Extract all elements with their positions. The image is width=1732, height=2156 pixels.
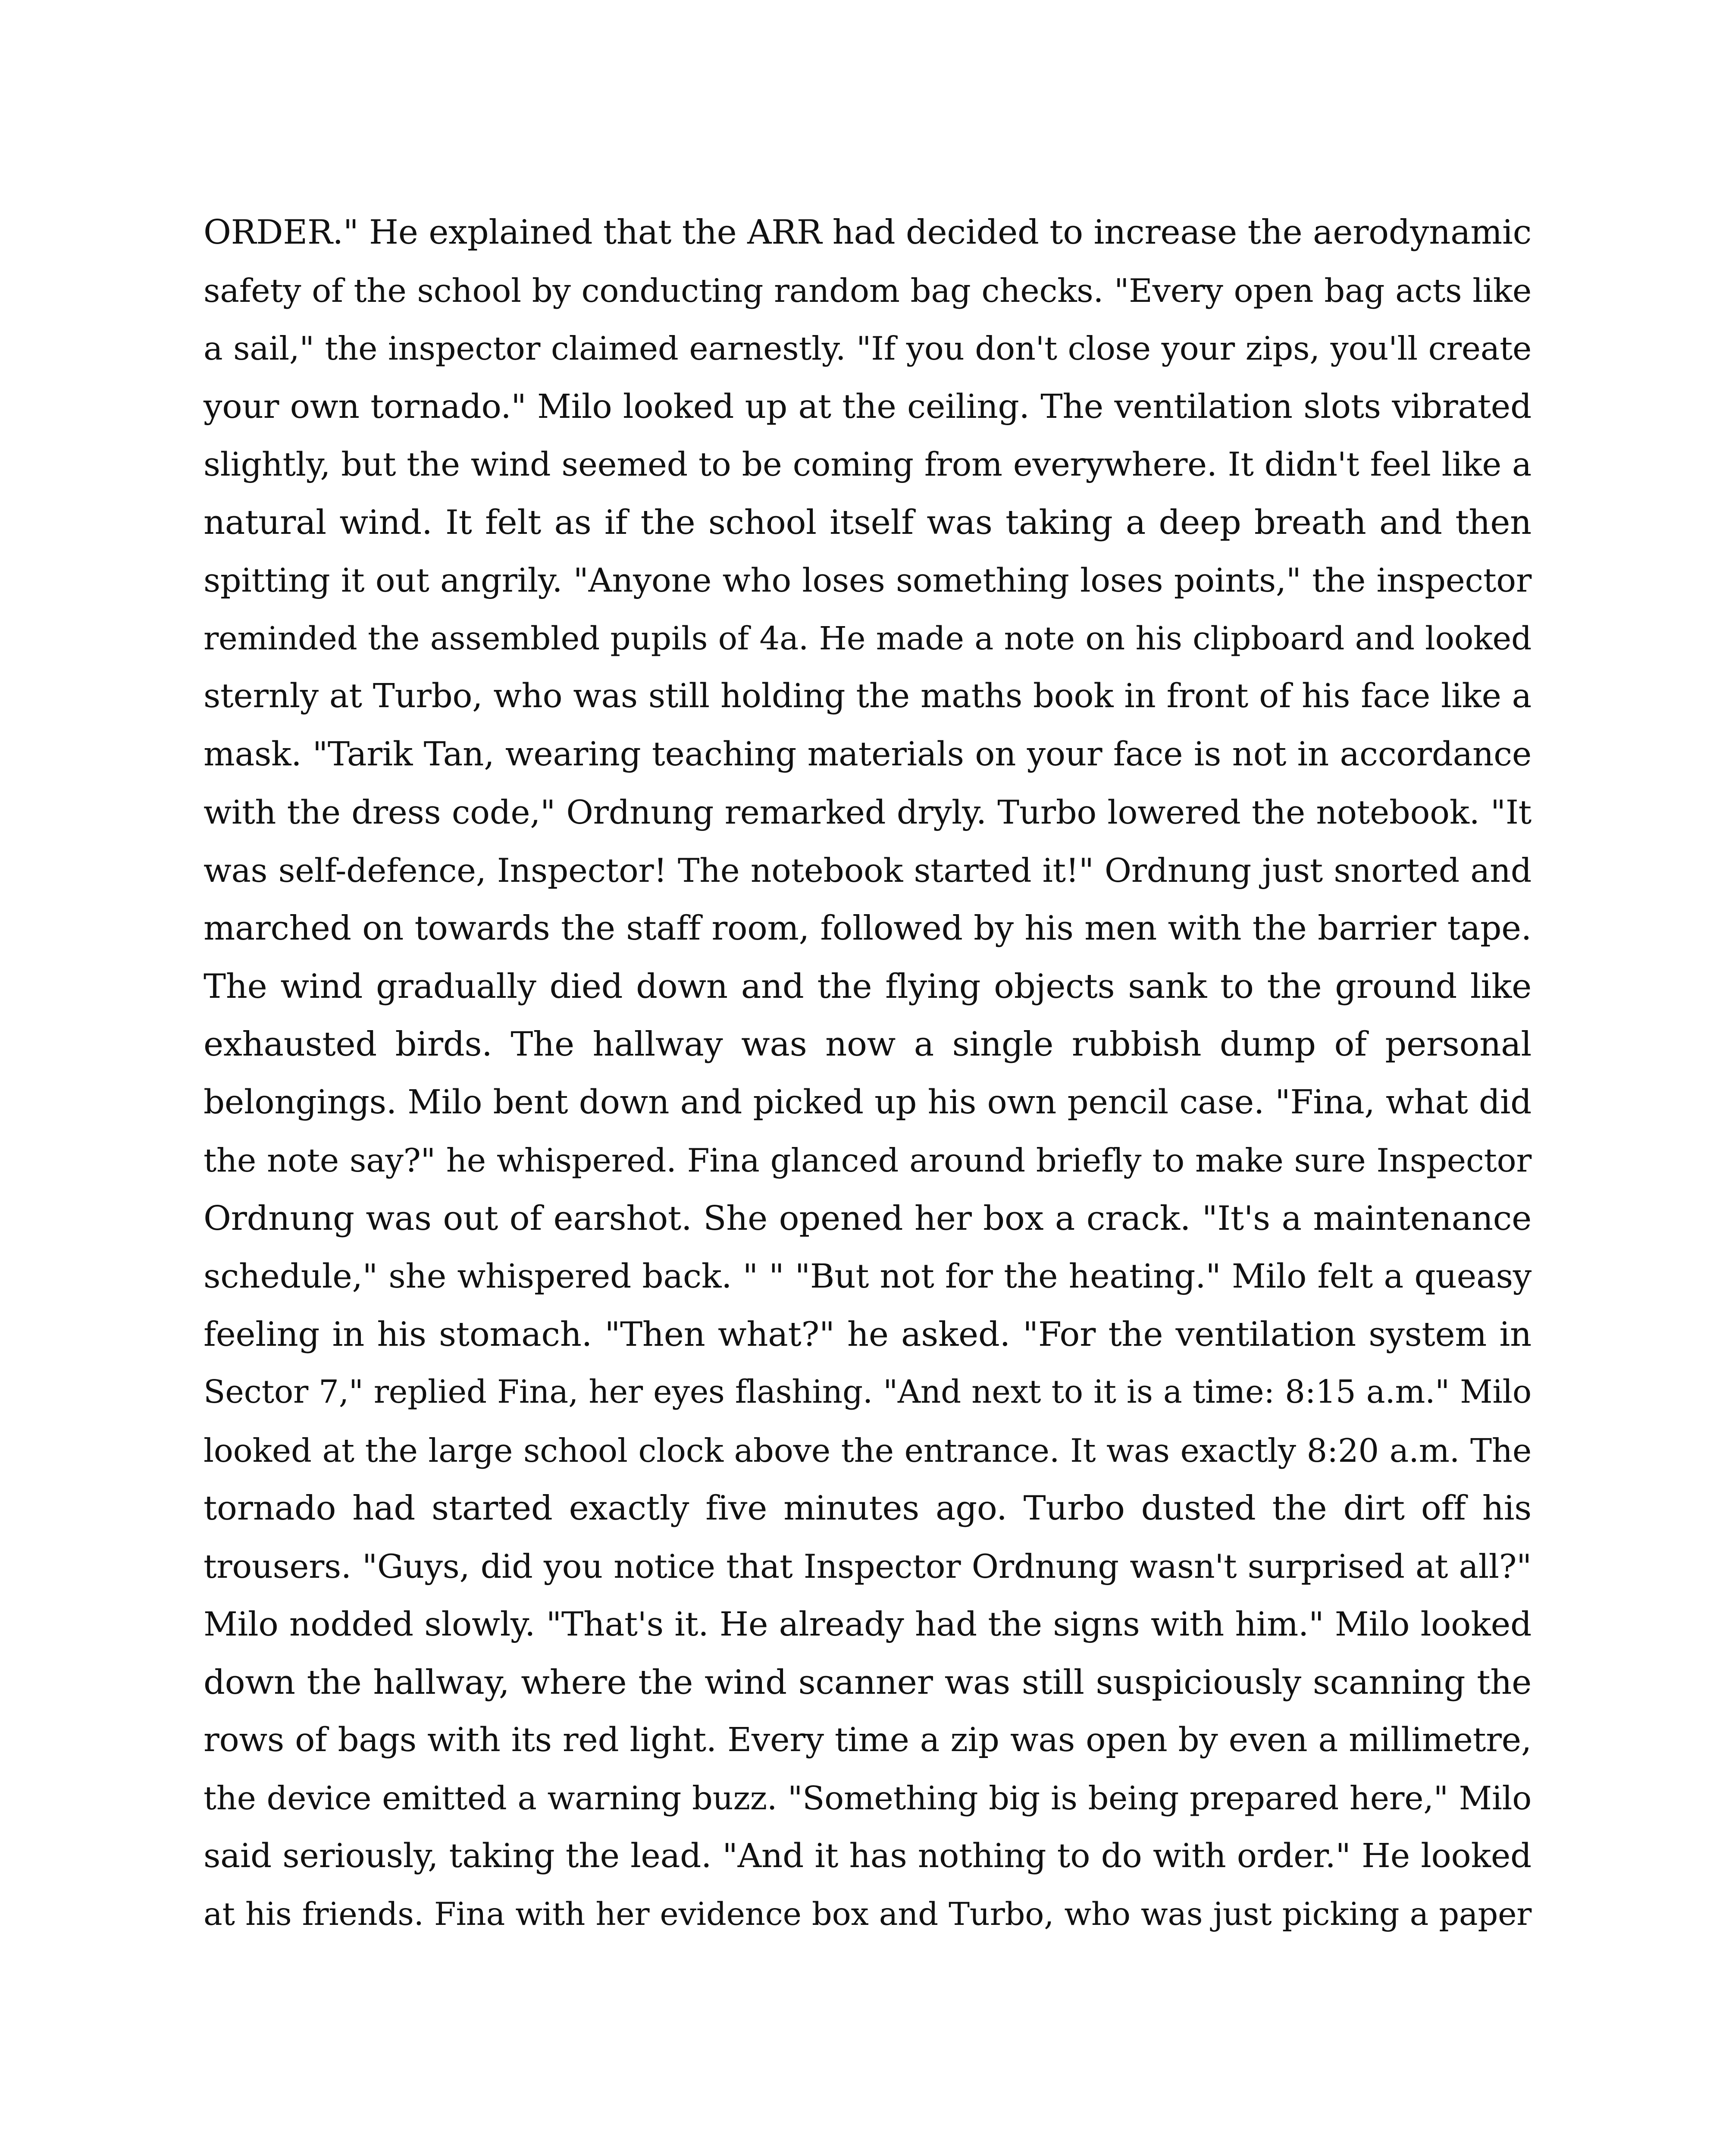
text-line: your own tornado." Milo looked up at the ceiling. The ventilation slots vibrated (204, 387, 1532, 426)
text-line: the note say?" he whispered. Fina glanced around briefly to make sure Inspector (204, 1141, 1532, 1179)
text-line: safety of the school by conducting random bag checks. "Every open bag acts like (204, 271, 1532, 310)
text-line: looked at the large school clock above the entrance. It was exactly 8:20 a.m. The (204, 1431, 1532, 1470)
text-line: at his friends. Fina with her evidence box and Turbo, who was just picking a paper (204, 1896, 1532, 1933)
text-line: marched on towards the staff room, followed by his men with the barrier tape. (204, 909, 1532, 948)
text-line: was self-defence, Inspector! The notebook started it!" Ordnung just snorted and (204, 851, 1532, 890)
text-line: belongings. Milo bent down and picked up his own pencil case. "Fina, what did (204, 1083, 1532, 1122)
text-line: mask. "Tarik Tan, wearing teaching materials on your face is not in accordance (204, 735, 1532, 774)
text-line: Ordnung was out of earshot. She opened her box a crack. "It's a maintenance (204, 1199, 1532, 1238)
text-line: tornado had started exactly five minutes ago. Turbo dusted the dirt off his (204, 1489, 1532, 1528)
text-line: slightly, but the wind seemed to be coming from everywhere. It didn't feel like a (204, 445, 1532, 483)
text-line: a sail," the inspector claimed earnestly. "If you don't close your zips, you'll create (204, 329, 1532, 367)
text-line: The wind gradually died down and the flying objects sank to the ground like (204, 967, 1532, 1006)
text-line: Sector 7," replied Fina, her eyes flashing. "And next to it is a time: 8:15 a.m." Milo (204, 1374, 1532, 1410)
text-line: reminded the assembled pupils of 4a. He made a note on his clipboard and looked (204, 620, 1532, 657)
text-line: natural wind. It felt as if the school itself was taking a deep breath and then (204, 503, 1532, 542)
text-line: sternly at Turbo, who was still holding the maths book in front of his face like a (204, 677, 1532, 715)
text-line: ORDER." He explained that the ARR had decided to increase the aerodynamic (204, 213, 1532, 252)
text-line: said seriously, taking the lead. "And it has nothing to do with order." He looked (204, 1837, 1532, 1875)
text-line: trousers. "Guys, did you notice that Inspector Ordnung wasn't surprised at all?" (204, 1547, 1532, 1586)
text-line: Milo nodded slowly. "That's it. He already had the signs with him." Milo looked (204, 1605, 1532, 1644)
text-line: schedule," she whispered back. " " "But not for the heating." Milo felt a queasy (204, 1257, 1532, 1296)
text-line: the device emitted a warning buzz. "Something big is being prepared here," Milo (204, 1779, 1532, 1817)
text-line: spitting it out angrily. "Anyone who loses something loses points," the inspector (204, 561, 1532, 599)
text-line: with the dress code," Ordnung remarked dryly. Turbo lowered the notebook. "It (204, 793, 1532, 831)
text-line: exhausted birds. The hallway was now a single rubbish dump of personal (204, 1025, 1532, 1064)
body-text (204, 204, 1532, 1943)
text-line: rows of bags with its red light. Every time a zip was open by even a millimetre, (204, 1721, 1532, 1759)
text-line: down the hallway, where the wind scanner was still suspiciously scanning the (204, 1663, 1532, 1702)
text-line: feeling in his stomach. "Then what?" he asked. "For the ventilation system in (204, 1315, 1532, 1354)
